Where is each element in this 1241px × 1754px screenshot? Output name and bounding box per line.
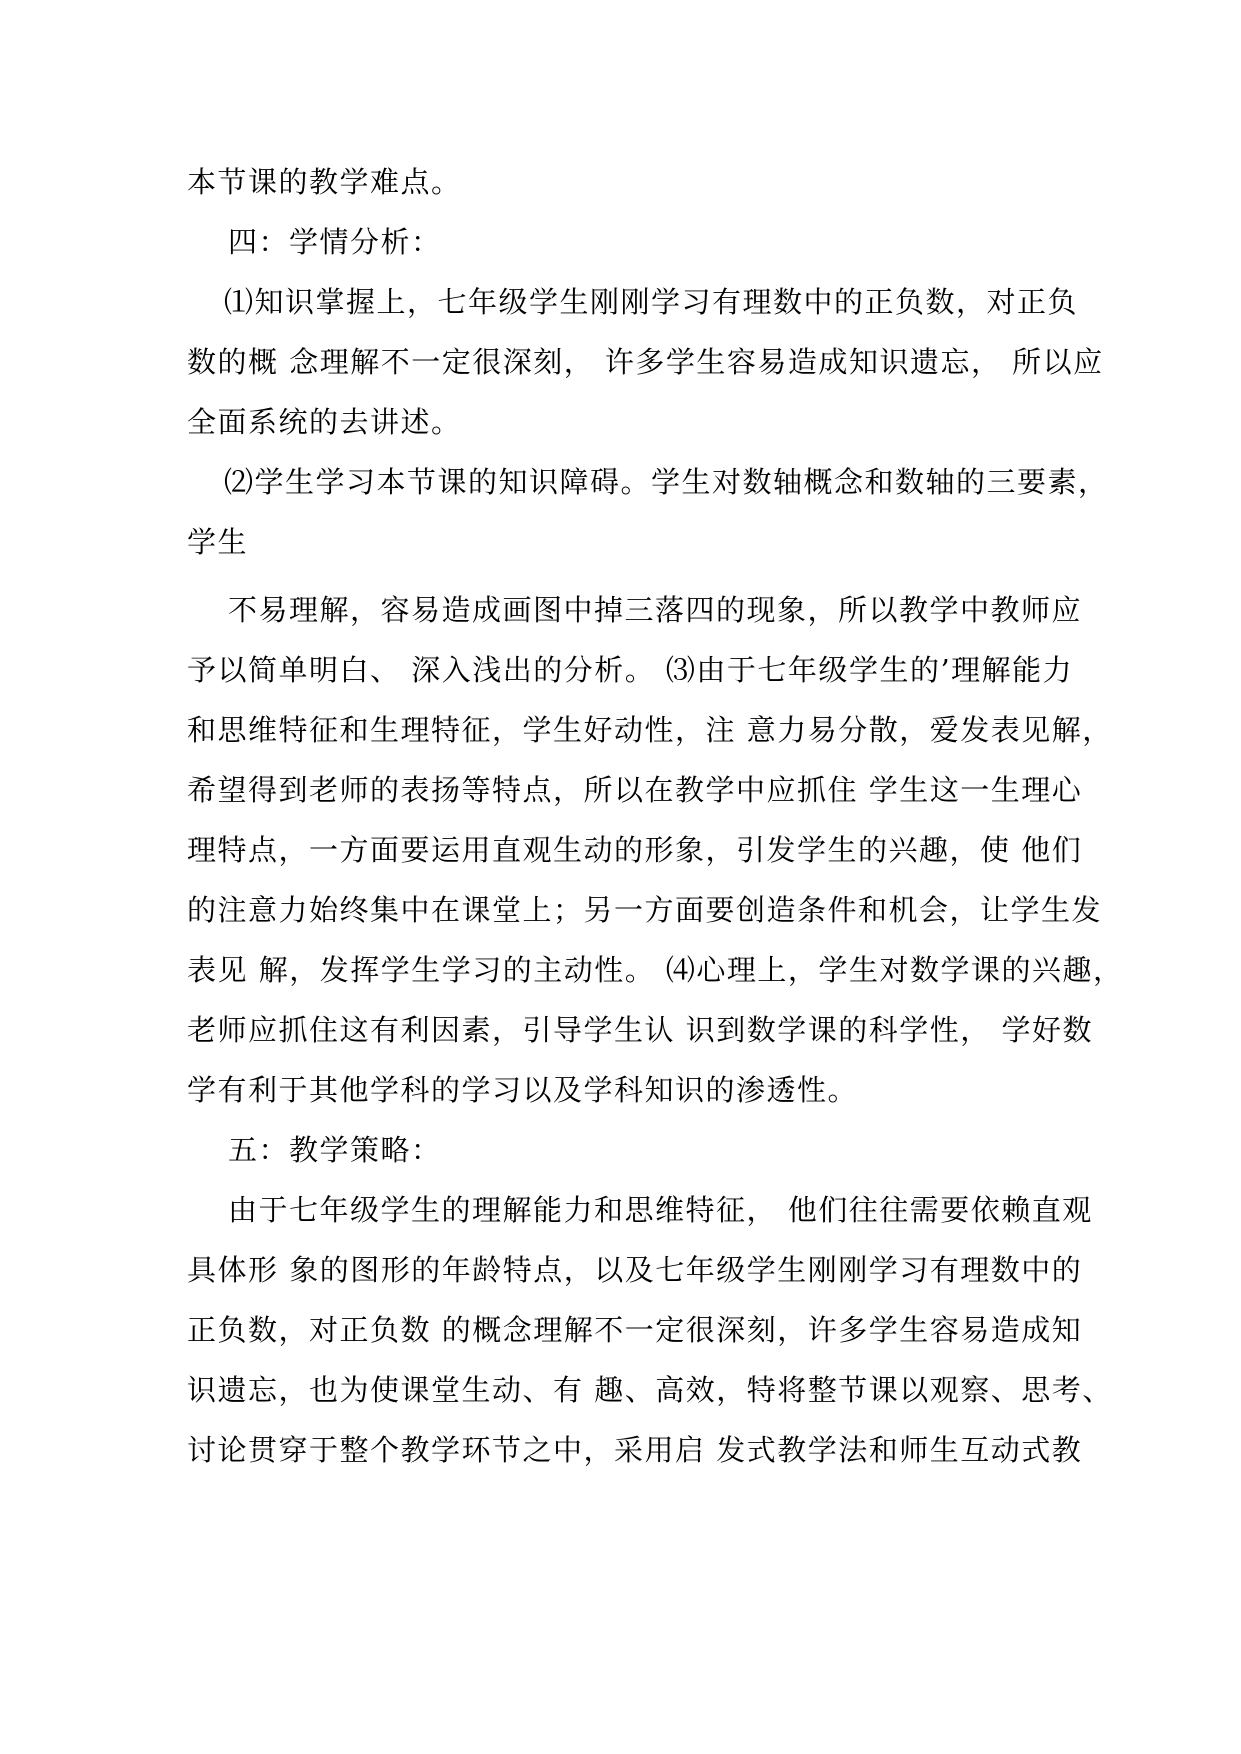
text-line: 全面系统的去讲述。 — [187, 405, 462, 439]
section-heading: 四：学情分析： — [228, 225, 442, 259]
text-line: ⑴知识掌握上，七年级学生刚刚学习有理数中的正负数，对正负 — [224, 285, 1079, 319]
text-line: 老师应抓住这有利因素，引导学生认 识到数学课的科学性， 学好数 — [187, 1013, 1093, 1047]
text-line: 学生 — [187, 525, 249, 559]
text-line: 正负数，对正负数 的概念理解不一定很深刻，许多学生容易造成知 — [187, 1313, 1083, 1347]
section-heading: 五：教学策略： — [228, 1133, 442, 1167]
text-line: 数的概 念理解不一定很深刻， 许多学生容易造成知识遗忘， 所以应 — [187, 345, 1104, 379]
text-line: 讨论贯穿于整个教学环节之中，采用启 发式教学法和师生互动式教 — [187, 1433, 1083, 1467]
text-line: 理特点，一方面要运用直观生动的形象，引发学生的兴趣，使 他们 — [187, 833, 1083, 867]
text-line: 予以简单明白、 深入浅出的分析。 ⑶由于七年级学生的’理解能力 — [187, 653, 1074, 687]
text-line: ⑵学生学习本节课的知识障碍。学生对数轴概念和数轴的三要素， — [224, 465, 1109, 499]
text-line: 和思维特征和生理特征，学生好动性，注 意力易分散，爱发表见解， — [187, 713, 1113, 747]
text-line: 具体形 象的图形的年龄特点，以及七年级学生刚刚学习有理数中的 — [187, 1253, 1083, 1287]
text-line: 识遗忘，也为使课堂生动、有 趣、高效，特将整节课以观察、思考、 — [187, 1373, 1113, 1407]
text-line: 不易理解，容易造成画图中掉三落四的现象，所以教学中教师应 — [228, 593, 1083, 627]
text-line: 表见 解，发挥学生学习的主动性。 ⑷心理上，学生对数学课的兴趣， — [187, 953, 1124, 987]
text-line: 的注意力始终集中在课堂上；另一方面要创造条件和机会，让学生发 — [187, 893, 1103, 927]
text-line: 希望得到老师的表扬等特点，所以在教学中应抓住 学生这一生理心 — [187, 773, 1083, 807]
text-line: 由于七年级学生的理解能力和思维特征， 他们往往需要依赖直观 — [228, 1193, 1093, 1227]
text-line: 学有利于其他学科的学习以及学科知识的渗透性。 — [187, 1073, 859, 1107]
text-line: 本节课的教学难点。 — [187, 165, 462, 199]
